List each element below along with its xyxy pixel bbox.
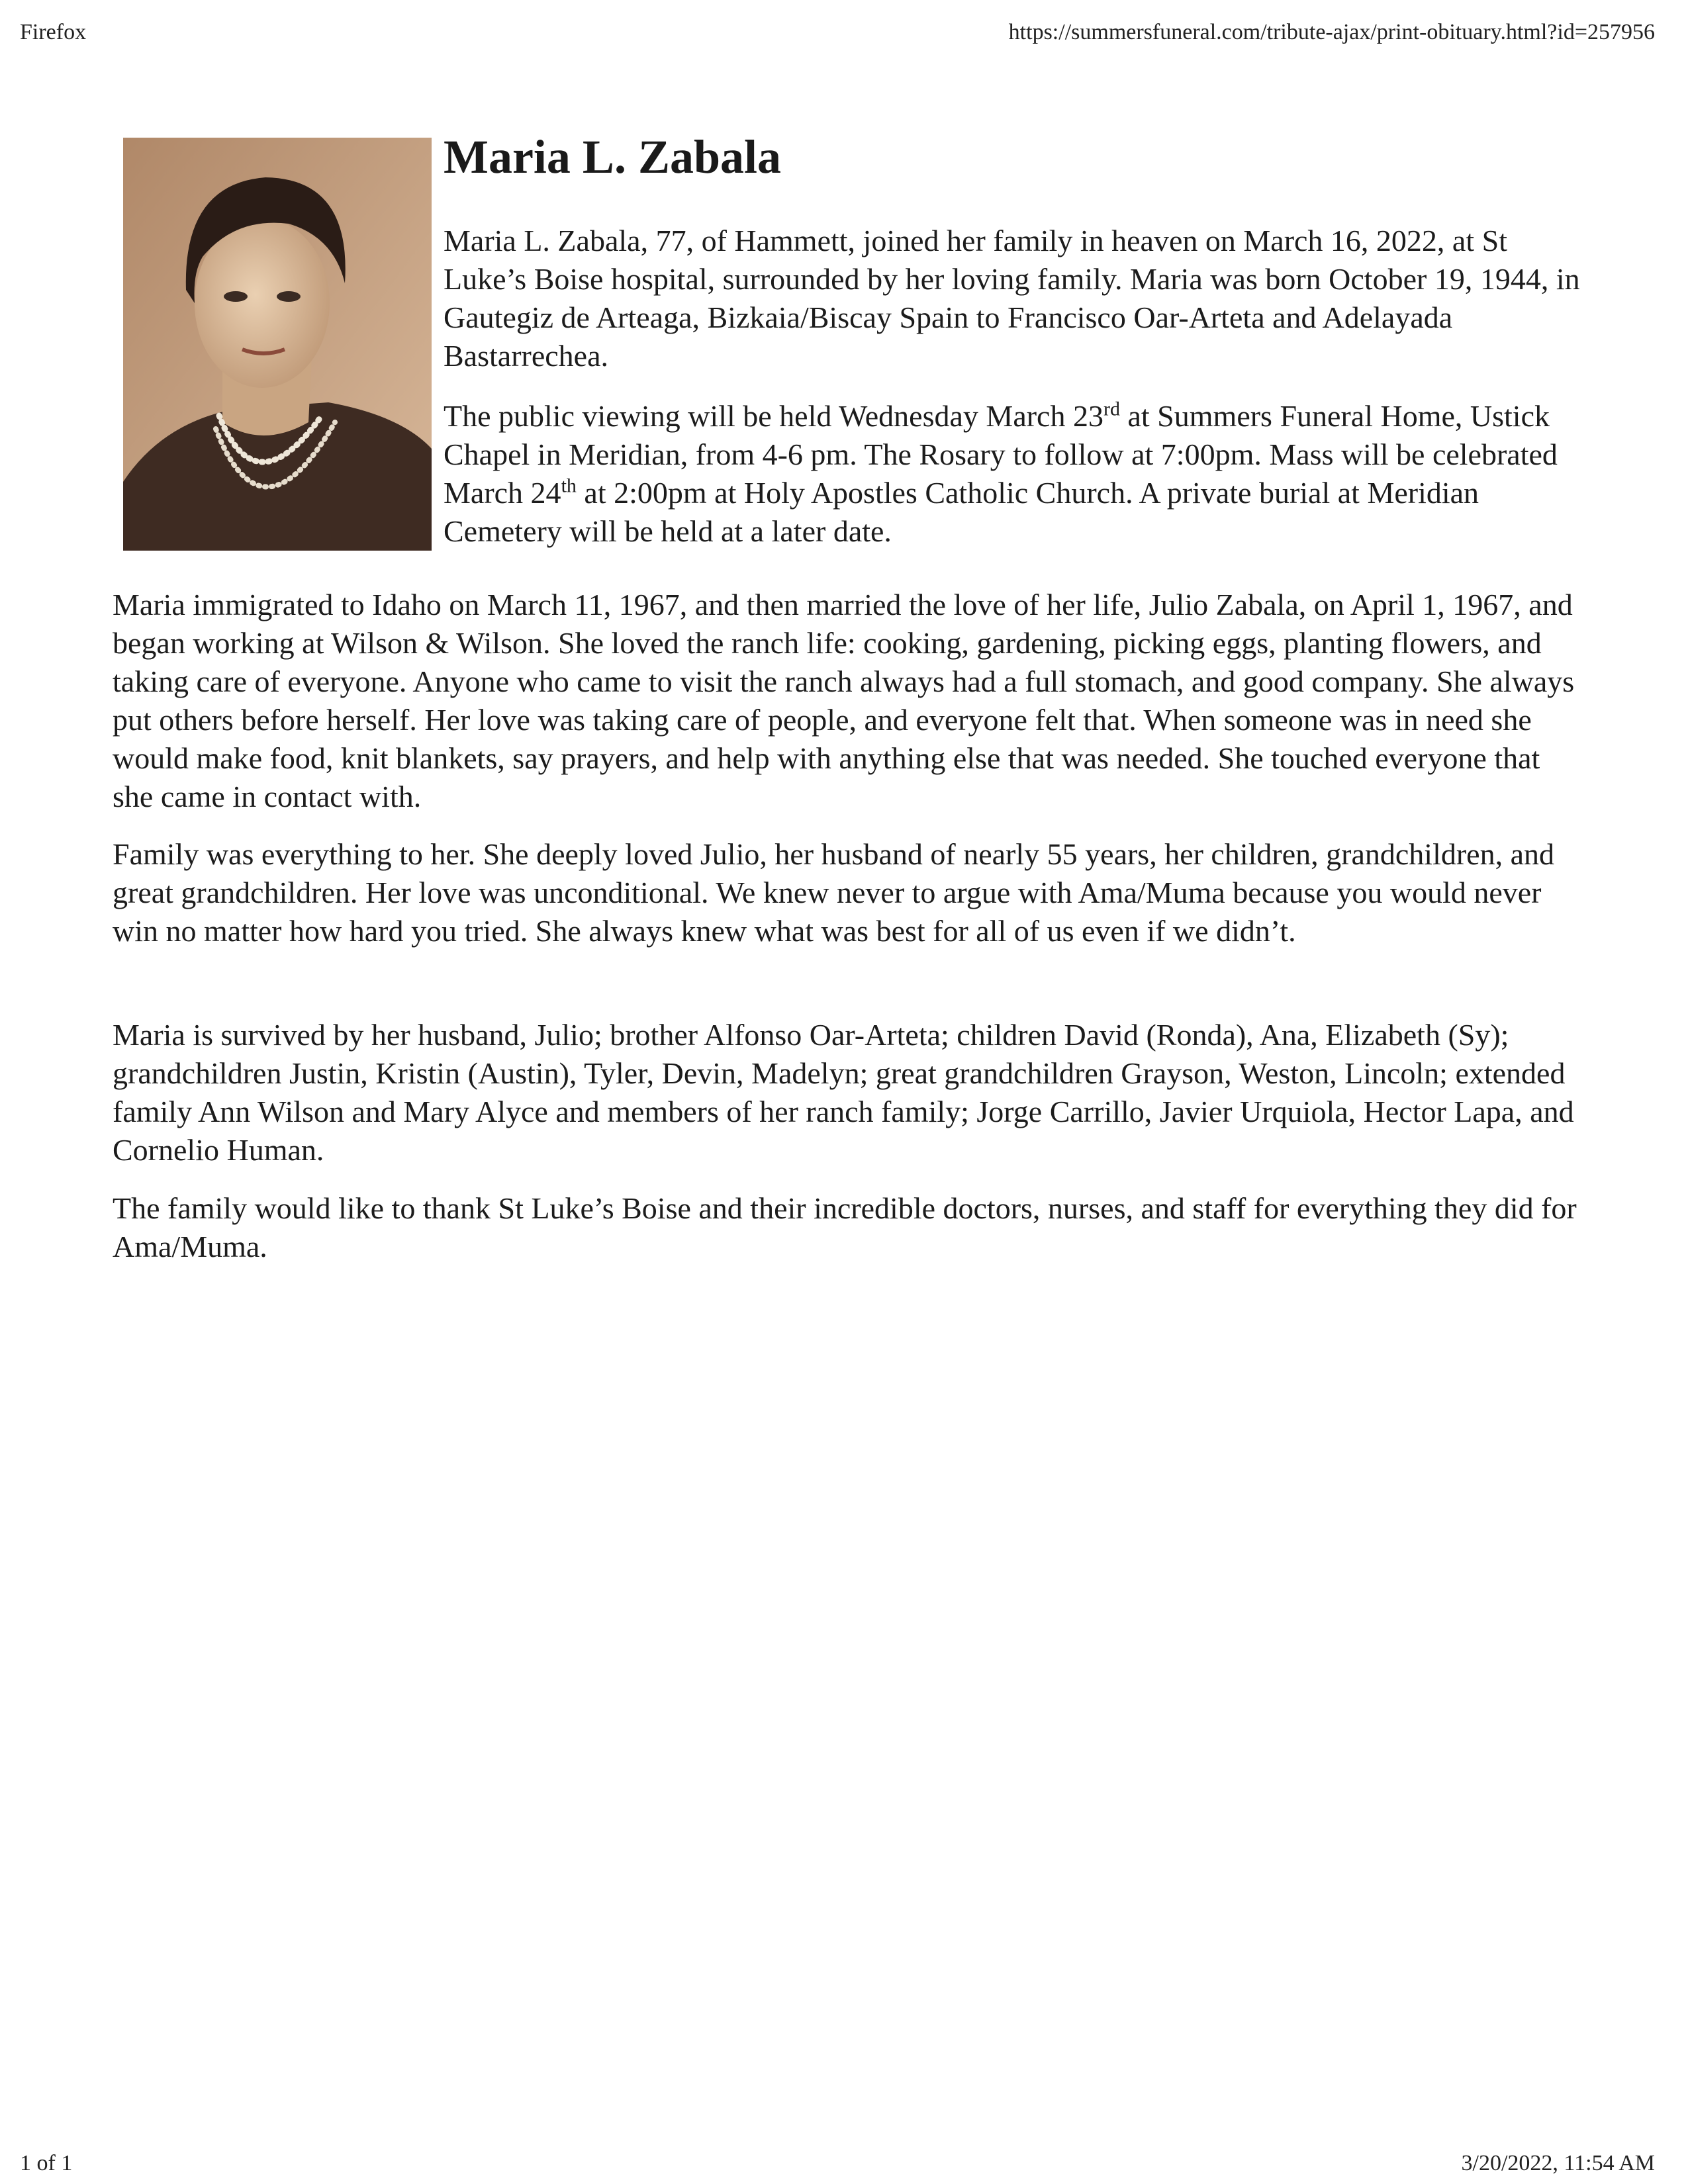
services-text-3: at 2:00pm at Holy Apostles Catholic Church. A private burial at Meridian Cemetery will be held at a later date. — [444, 476, 1479, 548]
browser-name: Firefox — [20, 20, 87, 44]
page-count: 1 of 1 — [20, 2151, 73, 2175]
services-text-1: The public viewing will be held Wednesday March 23 — [444, 399, 1103, 433]
services-paragraph — [444, 397, 1582, 551]
services-sup-2: th — [561, 475, 577, 497]
intro-paragraph: Maria L. Zabala, 77, of Hammett, joined her family in heaven on March 16, 2022, at St Luke’s Boise hospital, surrounded by her loving family. Maria was born October 19, 1944, in Gautegiz de Arteaga, Bizkaia/Biscay Spain to Francisco Oar-Arteta and Adelayada Bastarrechea. — [444, 224, 1580, 373]
print-timestamp: 3/20/2022, 11:54 AM — [1461, 2151, 1655, 2175]
obituary-title: Maria L. Zabala — [444, 130, 782, 183]
page-url: https://summersfuneral.com/tribute-ajax/print-obituary.html?id=257956 — [1008, 20, 1655, 44]
services-text-2: at Summers Funeral Home, Ustick Chapel in Meridian, from 4-6 pm. The Rosary to follow at 7:00pm. Mass will be celebrated March 24 — [444, 399, 1558, 510]
thanks-paragraph: The family would like to thank St Luke’s Boise and their incredible doctors, nurses, and staff for everything they did for Ama/Muma. — [113, 1191, 1577, 1263]
family-paragraph: Family was everything to her. She deeply loved Julio, her husband of nearly 55 years, her children, grandchildren, and great grandchildren. Her love was unconditional. We knew never to argue with Ama/Muma because you would never win no matter how hard you tried. She always knew what was best for all of us even if we didn’t. — [113, 837, 1555, 948]
life-paragraph: Maria immigrated to Idaho on March 11, 1967, and then married the love of her life, Julio Zabala, on April 1, 1967, and began working at Wilson & Wilson. She loved the ranch life: cooking, gardening, picking eggs, planting flowers, and taking care of everyone. Anyone who came to visit the ranch always had a full stomach, and good company. She always put others before herself. Her love was taking care of people, and everyone felt that. When someone was in need she would make food, knit blankets, say prayers, and help with anything else that was needed. She touched everyone that she came in contact with. — [113, 588, 1575, 813]
services-sup-1: rd — [1103, 398, 1120, 420]
portrait-photo — [123, 138, 432, 551]
survivors-paragraph: Maria is survived by her husband, Julio; brother Alfonso Oar-Arteta; children David (Ronda), Ana, Elizabeth (Sy); grandchildren Justin, Kristin (Austin), Tyler, Devin, Madelyn; great grandchildren Grayson, Weston, Lincoln; extended family Ann Wilson and Mary Alyce and members of her ranch family; Jorge Carrillo, Javier Urquiola, Hector Lapa, and Cornelio Human. — [113, 1018, 1574, 1167]
